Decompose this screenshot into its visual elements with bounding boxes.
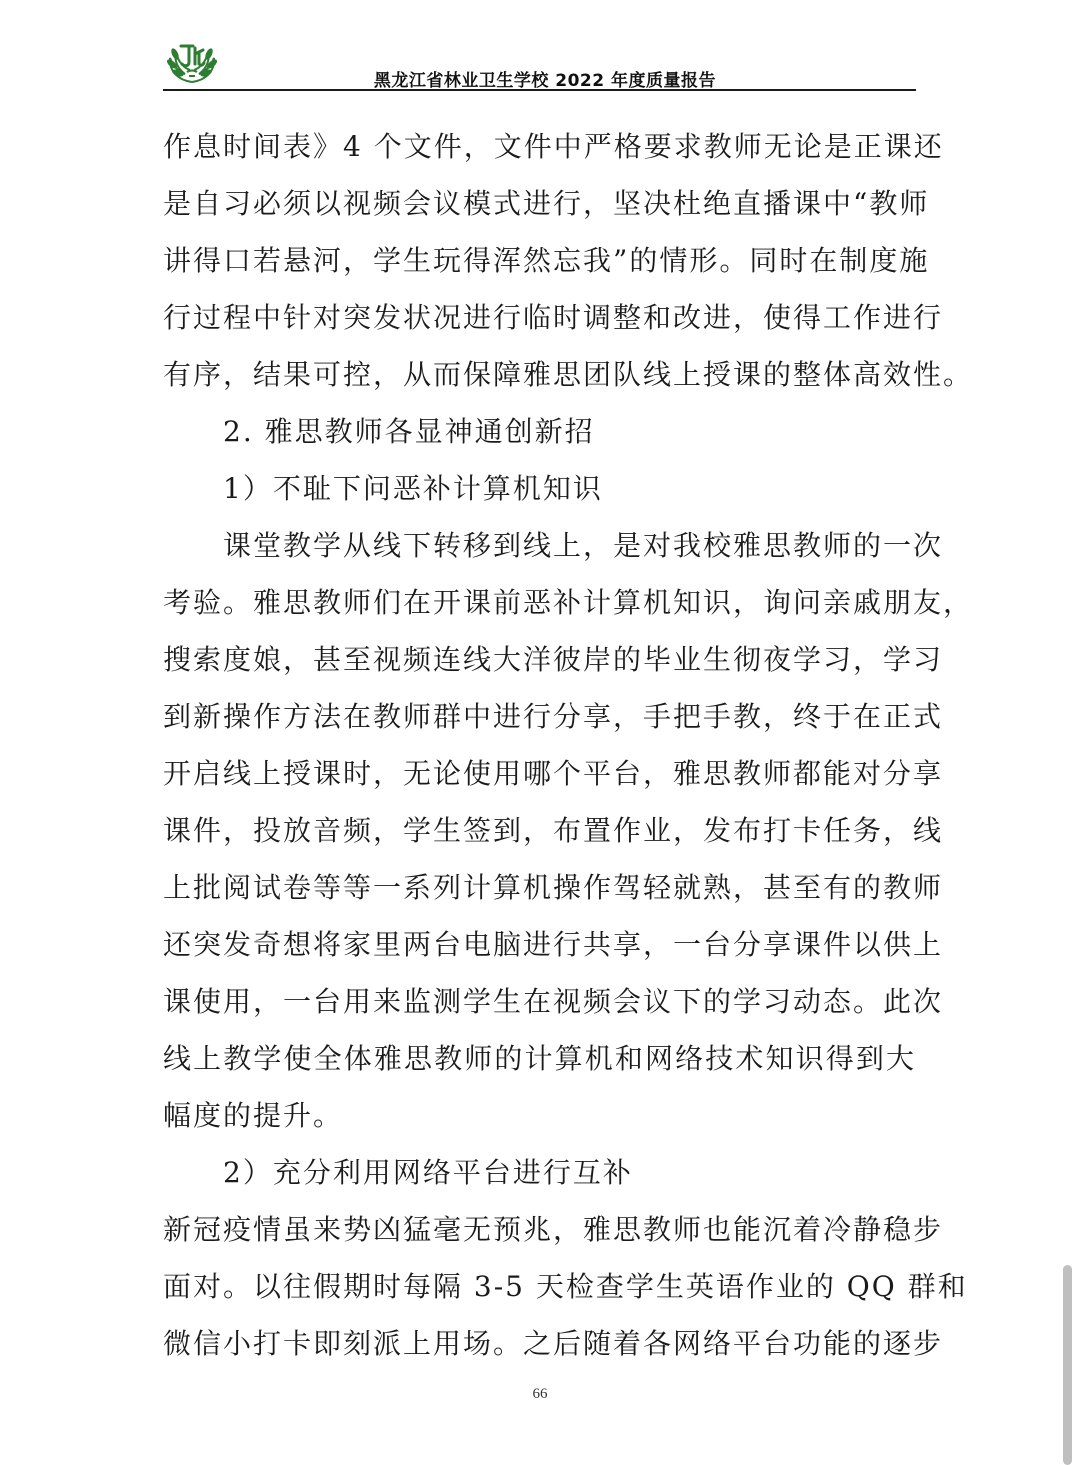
body-line: 开启线上授课时，无论使用哪个平台，雅思教师都能对分享 [163, 757, 944, 790]
body-line: 有序，结果可控，从而保障雅思团队线上授课的整体高效性。 [163, 358, 974, 391]
body-line: 到新操作方法在教师群中进行分享，手把手教，终于在正式 [163, 700, 944, 733]
body-line: 是自习必须以视频会议模式进行，坚决杜绝直播课中“教师 [163, 187, 930, 220]
page-header [163, 32, 916, 92]
scrollbar-thumb[interactable] [1063, 1265, 1072, 1465]
body-line: 上批阅试卷等等一系列计算机操作驾轻就熟，甚至有的教师 [163, 871, 944, 904]
body-line: 课使用，一台用来监测学生在视频会议下的学习动态。此次 [163, 985, 944, 1018]
body-line: 微信小打卡即刻派上用场。之后随着各网络平台功能的逐步 [163, 1327, 944, 1360]
body-line: 作息时间表》4 个文件，文件中严格要求教师无论是正课还 [163, 130, 944, 163]
body-line: 还突发奇想将家里两台电脑进行共享，一台分享课件以供上 [163, 928, 944, 961]
section-heading: 2. 雅思教师各显神通创新招 [223, 415, 595, 448]
body-line: 考验。雅思教师们在开课前恶补计算机知识，询问亲戚朋友， [163, 586, 974, 619]
body-line: 讲得口若悬河，学生玩得浑然忘我”的情形。同时在制度施 [163, 244, 930, 277]
body-line: 新冠疫情虽来势凶猛毫无预兆，雅思教师也能沉着冷静稳步 [163, 1213, 944, 1246]
header-divider [163, 89, 916, 91]
body-line: 幅度的提升。 [163, 1099, 344, 1132]
page-number: 66 [532, 1386, 548, 1402]
body-line: 课堂教学从线下转移到线上，是对我校雅思教师的一次 [223, 529, 944, 562]
subsection-heading: 1）不耻下问恶补计算机知识 [223, 472, 603, 505]
body-line: 搜索度娘，甚至视频连线大洋彼岸的毕业生彻夜学习，学习 [163, 643, 944, 676]
body-line: 课件，投放音频，学生签到，布置作业，发布打卡任务，线 [163, 814, 944, 847]
subsection-heading: 2）充分利用网络平台进行互补 [223, 1156, 633, 1189]
body-line: 行过程中针对突发状况进行临时调整和改进，使得工作进行 [163, 301, 944, 334]
body-line: 面对。以往假期时每隔 3-5 天检查学生英语作业的 QQ 群和 [163, 1270, 968, 1303]
school-emblem-icon [165, 36, 219, 86]
body-line: 线上教学使全体雅思教师的计算机和网络技术知识得到大 [163, 1042, 916, 1075]
report-title: 黑龙江省林业卫生学校 2022 年度质量报告 [373, 71, 716, 91]
document-body [163, 118, 974, 1372]
